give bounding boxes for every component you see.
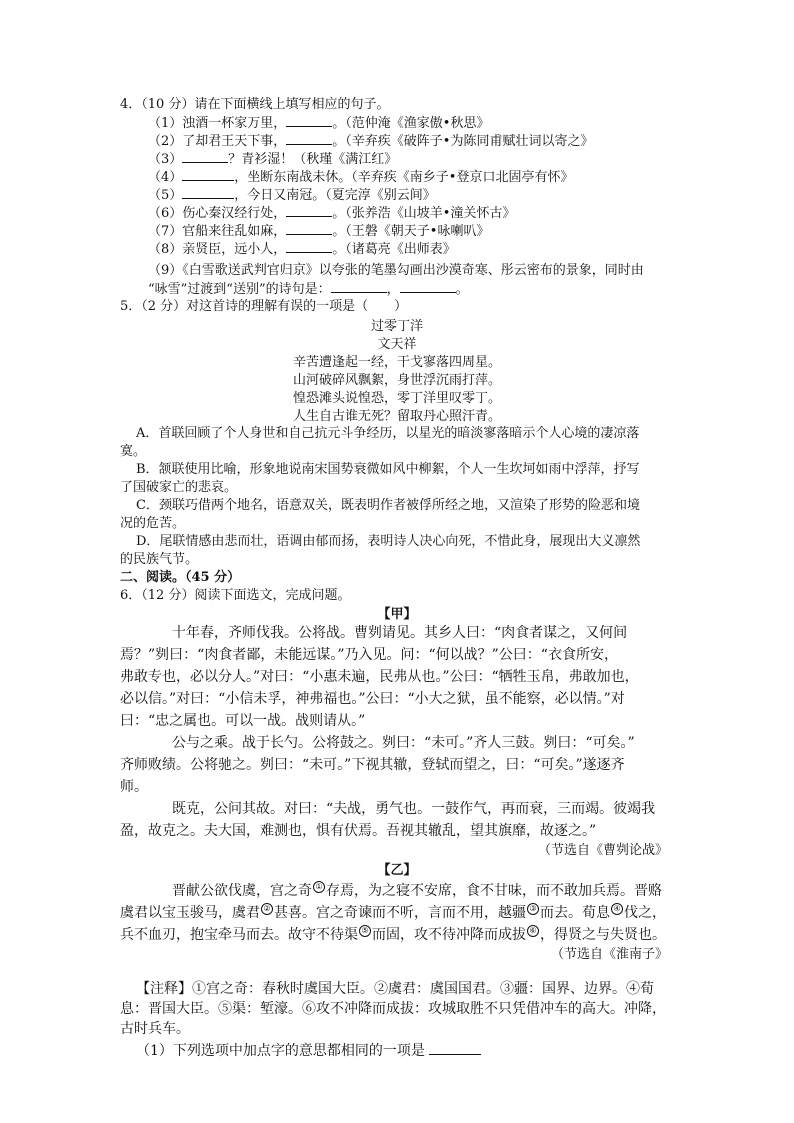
q6-stem: 6．（12 分）阅读下面选文，完成问题。	[120, 588, 351, 603]
q4-item-5: （5） ，今日又南冠。（夏完淳《别云间》	[148, 188, 436, 203]
answer-blank[interactable]	[429, 1042, 481, 1055]
passage-jia-line: 既克，公问其故。对曰：“夫战，勇气也。一鼓作气，再而衰，三而竭。彼竭我	[172, 801, 656, 817]
note-mark: ④	[611, 903, 623, 915]
q4-item-7: （7）官船来往乱如麻， 。（王磐《朝天子•咏喇叭》	[148, 224, 490, 239]
passage-jia-line: 焉？”刿曰：“肉食者鄙，未能远谋。”乃入见。问：“何以战？”公曰：“衣食所安，	[120, 647, 618, 663]
passage-jia-source: （节选自《曹刿论战》	[537, 843, 668, 858]
q4-item-8: （8）亲贤臣，远小人， 。（诸葛亮《出师表》	[148, 242, 456, 257]
q5-stem: 5．（2 分）对这首诗的理解有误的一项是（ ）	[120, 299, 408, 314]
annotation-line: 【注释】①宫之奇：春秋时虞国大臣。②虞君：虞国国君。③疆：国界、边界。④荀	[136, 981, 654, 997]
answer-blank[interactable]	[400, 280, 456, 293]
q5-option-c: C．颈联巧借两个地名，语意双关，既表明作者被俘所经之地，又渲染了形势的险恶和境	[136, 498, 640, 513]
answer-blank[interactable]	[182, 186, 234, 199]
passage-yi-line: 兵不血刃，抱宝牵马而去。故守不待渠 ⑤ 而固，攻不待冲降而成拔 ⑥ ，得贤之与失贤也。	[120, 926, 666, 943]
q5-option-d-cont: 的民族气节。	[120, 552, 199, 567]
q5-option-d: D．尾联情感由悲而壮，语调由郁而扬，表明诗人决心向死，不惜此身，展现出大义凛然	[136, 534, 641, 549]
answer-blank[interactable]	[286, 114, 332, 127]
answer-blank[interactable]	[286, 132, 332, 145]
note-mark: ②	[261, 903, 273, 915]
note-mark: ⑥	[527, 925, 539, 937]
q4-item-3: （3） ？青衫湿！（秋瑾《满江红》	[148, 152, 398, 167]
q4-item-2: （2）了却君王天下事， 。（辛弃疾《破阵子•为陈同甫赋壮词以寄之》	[148, 134, 594, 149]
passage-jia-label: 【甲】	[377, 607, 417, 622]
q4-item-9-line2: “咏雪”过渡到“送别”的诗句是： ， 。	[148, 282, 469, 297]
poem-line: 山河破碎风飘絮，身世浮沉雨打萍。	[292, 373, 501, 388]
answer-blank[interactable]	[286, 240, 332, 253]
note-mark: ⑤	[359, 925, 371, 937]
passage-jia-line: 曰：“忠之属也。可以一战。战则请从。”	[120, 713, 366, 729]
passage-yi-line: 虞君以宝玉骏马，虞君 ② 甚喜。宫之奇谏而不听，言而不用，越疆 ③ 而去。荀息 ④ 伐之，	[120, 904, 666, 921]
annotation-line: 古时兵车。	[120, 1021, 190, 1037]
passage-yi-source: （节选自《淮南子》	[550, 947, 668, 962]
note-mark: ③	[527, 903, 539, 915]
passage-jia-line: 公与之乘。战于长勺。公将鼓之。刿曰：“未可。”齐人三鼓。刿曰：“可矣。”	[172, 735, 635, 751]
answer-blank[interactable]	[182, 150, 228, 163]
passage-jia-line: 弗敢专也，必以分人。”对曰：“小惠未遍，民弗从也。”公曰：“牺牲玉帛，弗敢加也，	[120, 669, 639, 685]
q5-option-a: A．首联回顾了个人身世和自己抗元斗争经历，以星光的暗淡寥落暗示个人心境的凄凉落	[136, 426, 640, 441]
section-heading: 二、阅读。（45 分）	[120, 570, 241, 585]
q4-item-9-line1: （9）《白雪歌送武判官归京》以夸张的笔墨勾画出沙漠奇寒、彤云密布的景象，同时由	[148, 263, 644, 278]
q5-option-b: B．颔联使用比喻，形象地说南宋国势衰微如风中柳絮，个人一生坎坷如雨中浮萍，抒写	[136, 462, 640, 477]
q4-item-1: （1）浊酒一杯家万里， 。（范仲淹《渔家傲•秋思》	[148, 116, 490, 131]
q6-sub1: （1）下列选项中加点字的意思都相同的一项是	[136, 1040, 696, 1062]
q4-item-4: （4） ，坐断东南战未休。（辛弃疾《南乡子•登京口北固亭有怀》	[148, 170, 574, 185]
answer-blank[interactable]	[286, 222, 332, 235]
q5-option-a-cont: 寞。	[120, 444, 147, 459]
q4-item-6: （6）伤心秦汉经行处， 。（张养浩《山坡羊•潼关怀古》	[148, 206, 516, 221]
poem-line: 人生自古谁无死？留取丹心照汗青。	[292, 409, 501, 424]
answer-blank[interactable]	[331, 280, 387, 293]
passage-jia-line: 十年春，齐师伐我。公将战。曹刿请见。其乡人曰：“肉食者谋之，又何间	[172, 625, 628, 641]
q5-option-c-cont: 况的危苦。	[120, 516, 186, 531]
passage-jia-line: 必以信。”对曰：“小信未孚，神弗福也。”公曰：“小大之狱，虽不能察，必以情。”对	[120, 691, 625, 707]
poem-line: 辛苦遭逢起一经，干戈寥落四周星。	[292, 355, 501, 370]
passage-yi-line: 晋献公欲伐虞，宫之奇 ① 存焉，为之寝不安席，食不甘味，而不敢加兵焉。晋赂	[172, 882, 662, 899]
passage-yi-label: 【乙】	[377, 863, 417, 878]
q4-stem: 4．（10 分）请在下面横线上填写相应的句子。	[120, 97, 390, 112]
answer-blank[interactable]	[182, 168, 234, 181]
note-mark: ①	[313, 881, 325, 893]
poem-author: 文天祥	[377, 337, 417, 352]
answer-blank[interactable]	[286, 204, 332, 217]
passage-jia-line: 师。	[120, 779, 148, 795]
passage-jia-line: 齐师败绩。公将驰之。刿曰：“未可。”下视其辙，登轼而望之，曰：“可矣。”遂逐齐	[120, 757, 625, 773]
poem-title: 过零丁洋	[370, 319, 423, 334]
annotation-line: 息：晋国大臣。⑤渠：堑濠。⑥攻不冲降而成拔：攻城取胜不只凭借冲车的高大。冲降，	[120, 1001, 666, 1017]
passage-jia-line: 盈，故克之。夫大国，难测也，惧有伏焉。吾视其辙乱，望其旗靡，故逐之。”	[120, 823, 597, 839]
poem-line: 惶恐滩头说惶恐，零丁洋里叹零丁。	[292, 391, 501, 406]
q5-option-b-cont: 了国破家亡的悲哀。	[120, 480, 238, 495]
